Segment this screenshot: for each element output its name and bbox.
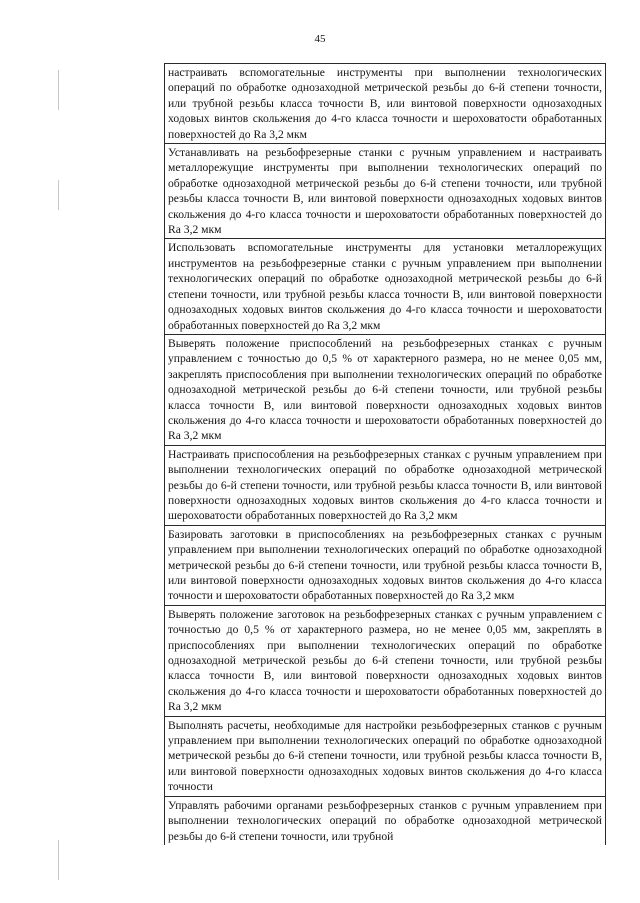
- scan-margin-mark: [58, 70, 59, 110]
- table-row: Управлять рабочими органами резьбофрезерных станков с ручным управлением при выполнении технологических операций по обработке однозаходной метрической резьбы до 6-й степени точности, или трубной: [168, 798, 602, 843]
- table-row: Устанавливать на резьбофрезерные станки с ручным управлением и настраивать металлорежущие инструменты при выполнении технологических операций по обработке однозаходной метрической резьбы до 6-й степени точности, или трубной резьбы класса точности В, или винтовой поверхности однозаходных ходовых винтов скольжения до 4-го класса точности и шероховатости обработанных поверхностей до Ra 3,2 мкм: [165, 144, 605, 239]
- page-number: 45: [314, 33, 326, 45]
- table-row: Выверять положение приспособлений на резьбофрезерных станках с ручным управлением с точностью до 0,5 % от характерного размера, но не менее 0,05 мм, закреплять приспособления при выполнении технологических операций по обработке однозаходной метрической резьбы до 6-й степени точности, или трубной резьбы класса точности В, или винтовой поверхности однозаходных ходовых винтов скольжения до 4-го класса точности и шероховатости обработанных поверхностей до Ra 3,2 мкм: [165, 335, 605, 446]
- table-row: настраивать вспомогательные инструменты при выполнении технологических операций по обработке однозаходной метрической резьбы до 6-й степени точности, или трубной резьбы класса точности В, или винтовой поверхности однозаходных ходовых винтов скольжения до 4-го класса точности и шероховатости обработанных поверхностей до Ra 3,2 мкм: [165, 63, 605, 144]
- table-row: Базировать заготовки в приспособлениях на резьбофрезерных станках с ручным управлением при выполнении технологических операций по обработке однозаходной метрической резьбы до 6-й степени точности, или трубной резьбы класса точности В, или винтовой поверхности однозаходных ходовых винтов скольжения до 4-го класса точности и шероховатости обработанных поверхностей до Ra 3,2 мкм: [165, 526, 605, 606]
- table-row: Выверять положение заготовок на резьбофрезерных станках с ручным управлением с точностью до 0,5 % от характерного размера, но не менее 0,05 мм, закреплять в приспособлениях при выполнении технологических операций по обработке однозаходной метрической резьбы до 6-й степени точности, или трубной резьбы класса точности В, или винтовой поверхности однозаходных ходовых винтов скольжения до 4-го класса точности и шероховатости обработанных поверхностей до Ra 3,2 мкм: [165, 606, 605, 717]
- skills-table: [164, 63, 606, 845]
- scan-margin-mark: [58, 180, 59, 210]
- table-row: Выполнять расчеты, необходимые для настройки резьбофрезерных станков с ручным управлением при выполнении технологических операций по обработке однозаходной метрической резьбы до 6-й степени точности, или трубной резьбы класса точности В, или винтовой поверхности однозаходных ходовых винтов скольжения до 4-го класса точности: [165, 717, 605, 797]
- table-row: Использовать вспомогательные инструменты для установки металлорежущих инструментов на резьбофрезерные станки с ручным управлением при выполнении технологических операций по обработке однозаходной метрической резьбы до 6-й степени точности, или трубной резьбы класса точности В, или винтовой поверхности однозаходных ходовых винтов скольжения до 4-го класса точности и шероховатости обработанных поверхностей до Ra 3,2 мкм: [165, 239, 605, 334]
- table-row: Настраивать приспособления на резьбофрезерных станках с ручным управлением при выполнении технологических операций по обработке однозаходной метрической резьбы до 6-й степени точности, или трубной резьбы класса точности В, или винтовой поверхности однозаходных ходовых винтов скольжения до 4-го класса точности и шероховатости обработанных поверхностей до Ra 3,2 мкм: [165, 446, 605, 526]
- scan-margin-mark: [58, 840, 59, 880]
